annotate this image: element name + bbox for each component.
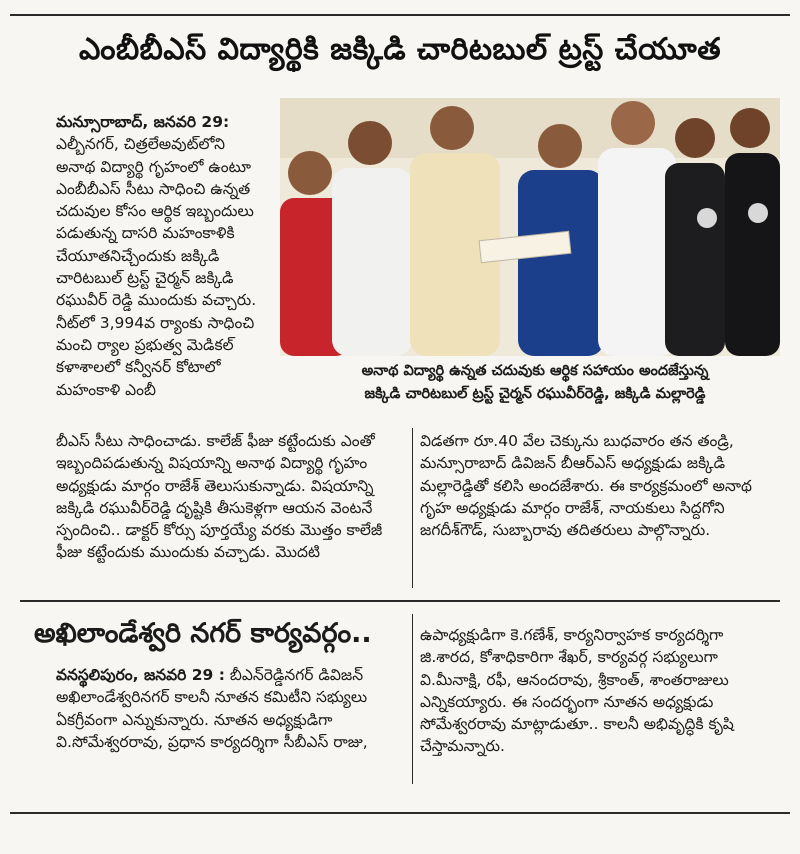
- article1-body-wide: బీఎస్ సీటు సాధించాడు. కాలేజ్ ఫీజు కట్టేందుకు ఎంతో ఇబ్బందిపడుతున్న విషయాన్ని అనాథ విద్యార్థి గృహం అధ్యక్షుడు మార్గం రాజేశ్ తెలుసుకున్నాడు. విషయాన్ని జక్కిడి రఘువీర్‌రెడ్డి దృష్టికి తీసుకెళ్లగా ఆయన వెంటనే స్పందించి.. డాక్టర్ కోర్సు పూర్తయ్యే వరకు మొత్తం కాలేజీ ఫీజు కట్టేందుకు ముందుకు వచ్చాడు. మొదటి: [56, 432, 383, 562]
- section-divider: [20, 600, 780, 602]
- article2-left-column: [56, 664, 396, 784]
- article-photo: [280, 98, 780, 356]
- article2-body-left: బీఎన్‌రెడ్డినగర్ డివిజన్ అఖిలాండేశ్వరినగర్ కాలనీ నూతన కమిటీని సభ్యులు ఏకగ్రీవంగా ఎన్నుకున్నారు. నూతన అధ్యక్షుడిగా వి.సోమేశ్వరరావు, ప్రధాన కార్యదర్శిగా సీబీఎస్ రాజు,: [56, 666, 368, 751]
- photo-caption-line1: అనాథ విద్యార్థి ఉన్నత చదువుకు ఆర్థిక సహాయం అందజేస్తున్న: [361, 363, 709, 379]
- bottom-border-rule: [10, 812, 790, 814]
- top-border-rule: [10, 14, 790, 16]
- article1-headline: ఎంబీబీఎస్ విద్యార్థికి జక్కిడి చారిటబుల్ ట్రస్ట్ చేయూత: [78, 32, 722, 67]
- column-divider-vertical: [412, 428, 413, 588]
- article2-column-divider: [412, 614, 413, 784]
- article2-body-right: ఉపాధ్యక్షుడిగా కె.గణేశ్, కార్యనిర్వాహక కార్యదర్శిగా జి.శారద, కోశాధికారిగా శేఖర్, కార్యవర్గ సభ్యులుగా వి.మీనాక్షి, రఫీ, ఆనందరావు, శ్రీకాంత్, శాంతరాజులు ఎన్నికయ్యారు. ఈ సందర్భంగా నూతన అధ్యక్షుడు సోమేశ్వరరావు మాట్లాడుతూ.. కాలనీ అభివృద్ధికి కృషి చేస్తామన్నారు.: [420, 626, 734, 756]
- photo-illustration: [280, 98, 780, 356]
- article2-headline: అఖిలాండేశ్వరి నగర్ కార్యవర్గం..: [34, 618, 372, 649]
- article1-dateline: మన్సూరాబాద్, జనవరి 29:: [56, 113, 230, 131]
- photo-caption-line2: జక్కిడి చారిటబుల్ ట్రస్ట్ చైర్మన్ రఘువీర్‌రెడ్డి, జక్కిడి మల్లారెడ్డి: [364, 386, 706, 402]
- article1-body-lead: ఎల్బీనగర్, చిత్రలేఅవుట్‌లోని అనాథ విద్యార్థి గృహంలో ఉంటూ ఎంబీబీఎస్ సీటు సాధించి ఉన్నత చదువుల కోసం ఆర్థిక ఇబ్బందులు పడుతున్న దాసరి మహంకాళికి చేయూతనిచ్చేందుకు జక్కిడి చారిటబుల్ ట్రస్ట్ చైర్మన్ జక్కిడి రఘువీర్ రెడ్డి ముందుకు వచ్చారు. నీట్‌లో 3,994వ ర్యాంకు సాధించి మంచి ర్యాల ప్రభుత్వ మెడికల్ కళాశాలలో కన్వీనర్ కోటాలో మహంకాళి ఎంబీ: [56, 135, 257, 399]
- article1-body-right: విడతగా రూ.40 వేల చెక్కును బుధవారం తన తండ్రి, మన్సూరాబాద్ డివిజన్ బీఆర్ఎస్ అధ్యక్షుడు జక్కిడి మల్లారెడ్డితో కలిసి అందజేశారు. ఈ కార్యక్రమంలో అనాథ గృహ అధ్యక్షుడు మార్గం రాజేశ్, నాయకులు సిద్దగోని జగదీశ్‌గౌడ్, సుబ్బారావు తదితరులు పాల్గొన్నారు.: [420, 432, 752, 540]
- photo-caption: [300, 360, 770, 406]
- article1-lead-column: [56, 111, 268, 426]
- article2-dateline: వనస్థలిపురం, జనవరి 29 :: [56, 666, 225, 684]
